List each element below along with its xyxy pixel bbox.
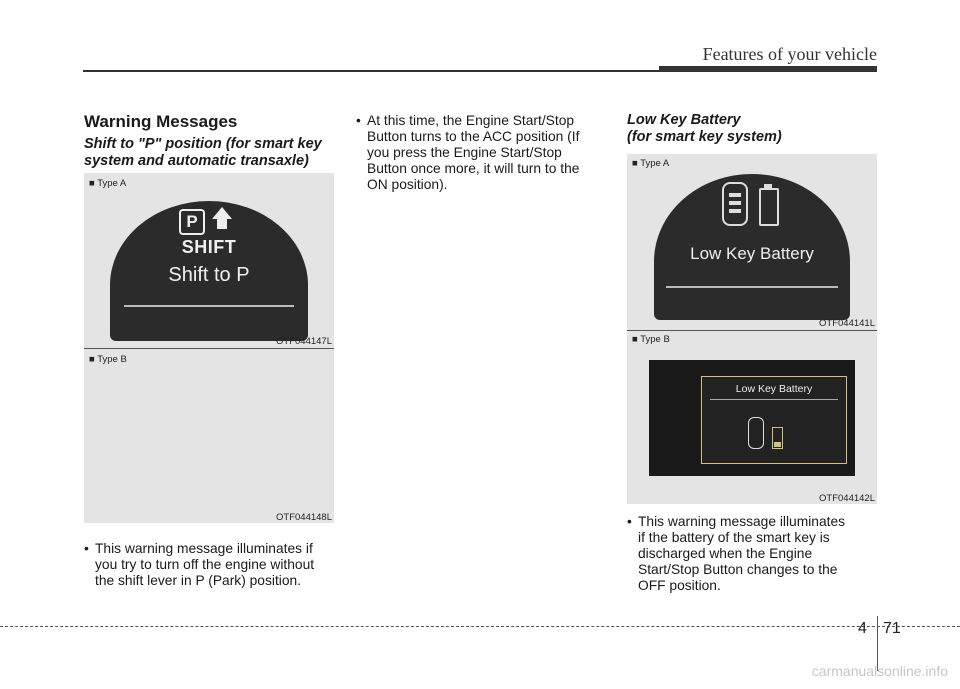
cluster-divider-line	[124, 305, 294, 307]
smart-key-icon	[748, 417, 764, 449]
figure-label-type-a: ■ Type A	[89, 178, 127, 189]
figure-divider	[627, 330, 877, 331]
bullet-low-key-battery	[627, 514, 877, 594]
figure-code: OTF044147L	[276, 336, 332, 347]
bullet-line: you press the Engine Start/Stop	[367, 145, 562, 160]
subheading-line: (for smart key system)	[627, 129, 782, 145]
battery-terminal	[764, 184, 772, 188]
bullet-line: Start/Stop Button changes to the	[638, 562, 838, 577]
figure-low-key-battery	[627, 154, 877, 504]
bullet-dot: •	[84, 541, 89, 556]
bullet-line: the shift lever in P (Park) position.	[95, 573, 302, 588]
running-header: Features of your vehicle	[702, 44, 877, 64]
bullet-line	[356, 113, 604, 129]
subheading-line: Shift to "P" position (for smart key	[84, 136, 322, 152]
figure-code: OTF044142L	[819, 493, 875, 504]
bullet-line: OFF position.	[638, 578, 721, 593]
cluster-display-type-a	[110, 201, 308, 341]
low-battery-icon	[759, 188, 779, 226]
watermark: carmanualsonline.info	[811, 663, 948, 679]
bullet-line: Button turns to the ACC position (If	[367, 129, 580, 144]
bullet-line: Button once more, it will turn to the	[367, 161, 580, 176]
figure-label-type-b: ■ Type B	[89, 354, 127, 365]
bullet-text: This warning message illuminates	[638, 514, 846, 529]
bullet-line: if the battery of the smart key is	[638, 530, 830, 545]
shift-to-p-message: Shift to P	[168, 264, 250, 286]
bullet-line	[627, 514, 877, 530]
subsection-heading-shift	[84, 136, 334, 170]
bullet-dot: •	[356, 113, 361, 128]
page-number: 71	[883, 620, 901, 637]
lcd-display-type-b	[649, 360, 855, 476]
key-button-mark	[729, 193, 741, 197]
smart-key-icon	[722, 182, 748, 226]
arrow-stem	[217, 219, 227, 229]
figure-label-type-b: ■ Type B	[632, 334, 670, 345]
figure-code: OTF044141L	[819, 318, 875, 329]
lcd-message-frame	[701, 376, 847, 464]
subsection-heading-low-key-battery	[627, 112, 877, 146]
bullet-line: you try to turn off the engine without	[95, 557, 315, 572]
bullet-acc-position	[356, 113, 604, 193]
left-column	[84, 112, 334, 170]
figure-code: OTF044148L	[276, 512, 332, 523]
cluster-divider-line	[666, 286, 838, 288]
bullet-line: discharged when the Engine	[638, 546, 813, 561]
bullet-line: ON position).	[367, 177, 448, 192]
key-button-mark	[729, 209, 741, 213]
bullet-shift-to-p	[84, 541, 334, 589]
right-column	[627, 108, 877, 146]
battery-level-fill	[774, 442, 781, 447]
cluster-display-type-a	[654, 174, 850, 320]
header-rule-accent	[659, 66, 877, 72]
park-p-icon: P	[179, 209, 205, 235]
arrow-up-icon	[212, 207, 232, 219]
subheading-line: Low Key Battery	[627, 112, 741, 128]
bullet-text: This warning message illuminates if	[95, 541, 313, 556]
footer-dashed-rule	[0, 626, 960, 627]
low-key-battery-message: Low Key Battery	[735, 383, 813, 395]
figure-label-type-a: ■ Type A	[632, 158, 670, 169]
key-button-mark	[729, 201, 741, 205]
bullet-dot: •	[627, 514, 632, 529]
figure-shift-to-p	[84, 173, 334, 523]
chapter-number: 4	[858, 620, 867, 637]
shift-word: SHIFT	[181, 237, 237, 257]
low-battery-icon	[772, 427, 783, 449]
figure-divider	[84, 348, 334, 349]
subheading-line: system and automatic transaxle)	[84, 153, 309, 169]
bullet-text: At this time, the Engine Start/Stop	[367, 113, 575, 128]
section-heading: Warning Messages	[84, 112, 238, 131]
bullet-line	[84, 541, 334, 557]
low-key-battery-message: Low Key Battery	[690, 244, 814, 263]
lcd-divider-line	[710, 399, 838, 400]
